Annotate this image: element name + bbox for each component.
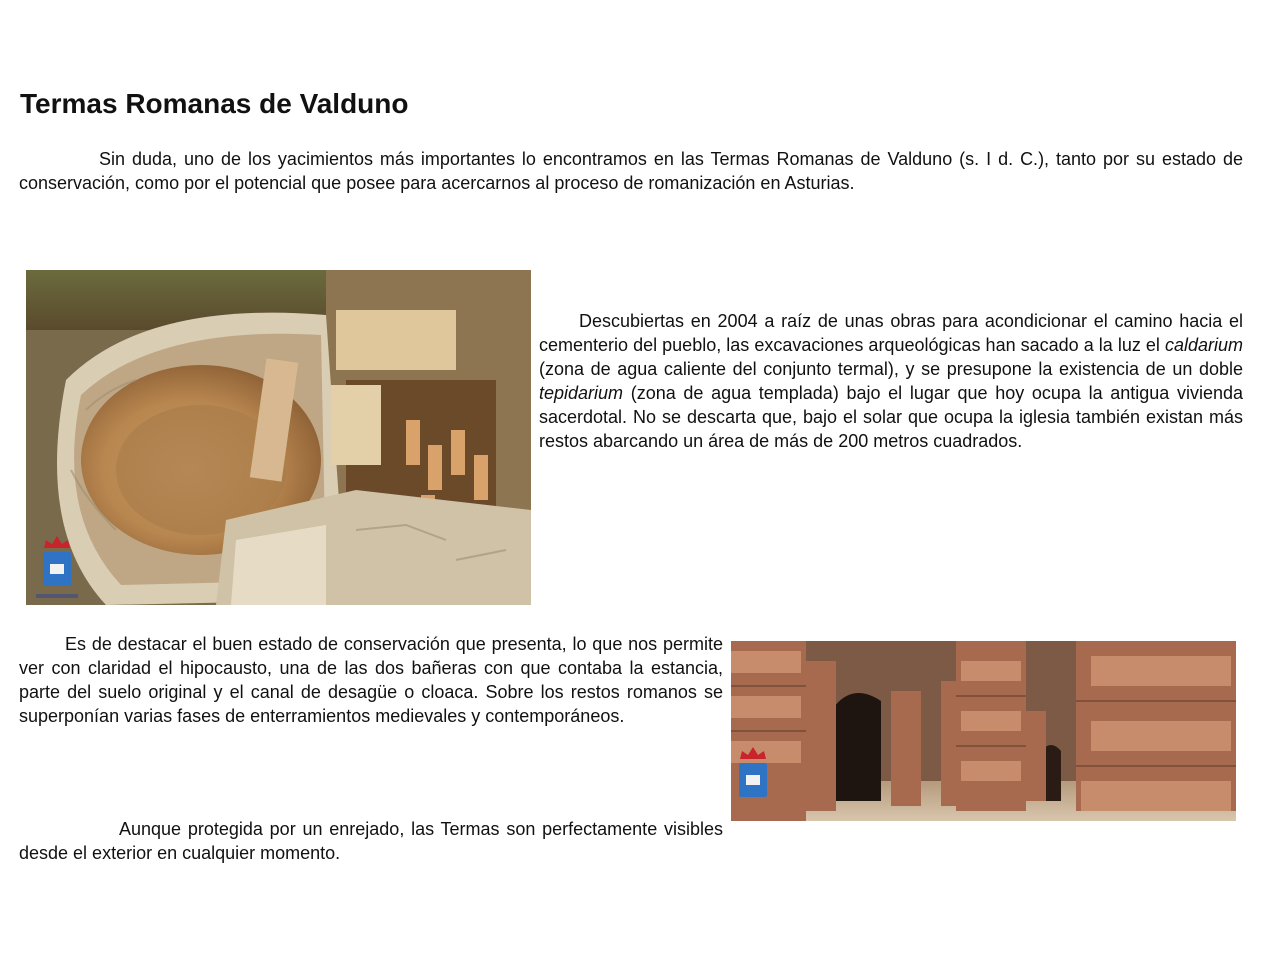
- coat-of-arms-icon: [739, 747, 767, 797]
- conservation-text: Es de destacar el buen estado de conservación que presenta, lo que nos permite ver con claridad el hipocausto, una de las dos bañeras con que contaba la estancia, parte del suelo original y el canal de desagüe o cloaca. Sobre los restos romanos se superponían varias fases de enterramientos medievales y contemporáneos.: [19, 634, 723, 726]
- caldarium-term: caldarium: [1164, 335, 1243, 355]
- discovery-text-3: (zona de agua templada) bajo el lugar que hoy ocupa la antigua vivienda sacerdotal. No se descarta que, bajo el solar que ocupa la iglesia también existan más restos abarcando un área de más de 200 metros cuadrados.: [539, 383, 1243, 451]
- hypocaust-photo: [731, 641, 1236, 821]
- discovery-text-2: (zona de agua caliente del conjunto termal), y se presupone la existencia de un doble: [539, 359, 1243, 379]
- intro-text: Sin duda, uno de los yacimientos más importantes lo encontramos en las Termas Romanas de Valduno (s. I d. C.), tanto por su estado de conservación, como por el potencial que posee para acercarnos al proceso de romanización en Asturias.: [19, 149, 1243, 193]
- caldarium-photo: [26, 270, 531, 605]
- conservation-paragraph: [19, 632, 723, 728]
- intro-paragraph: [19, 147, 1243, 195]
- tepidarium-term: tepidarium: [539, 383, 624, 403]
- discovery-paragraph: [539, 309, 1243, 453]
- discovery-text-1: Descubiertas en 2004 a raíz de unas obras para acondicionar el camino hacia el cementerio del pueblo, las excavaciones arqueológicas han sacado a la luz el: [539, 311, 1243, 355]
- visibility-paragraph: [19, 817, 723, 865]
- page-title: Termas Romanas de Valduno: [20, 88, 409, 119]
- visibility-text: Aunque protegida por un enrejado, las Termas son perfectamente visibles desde el exterior en cualquier momento.: [19, 819, 723, 863]
